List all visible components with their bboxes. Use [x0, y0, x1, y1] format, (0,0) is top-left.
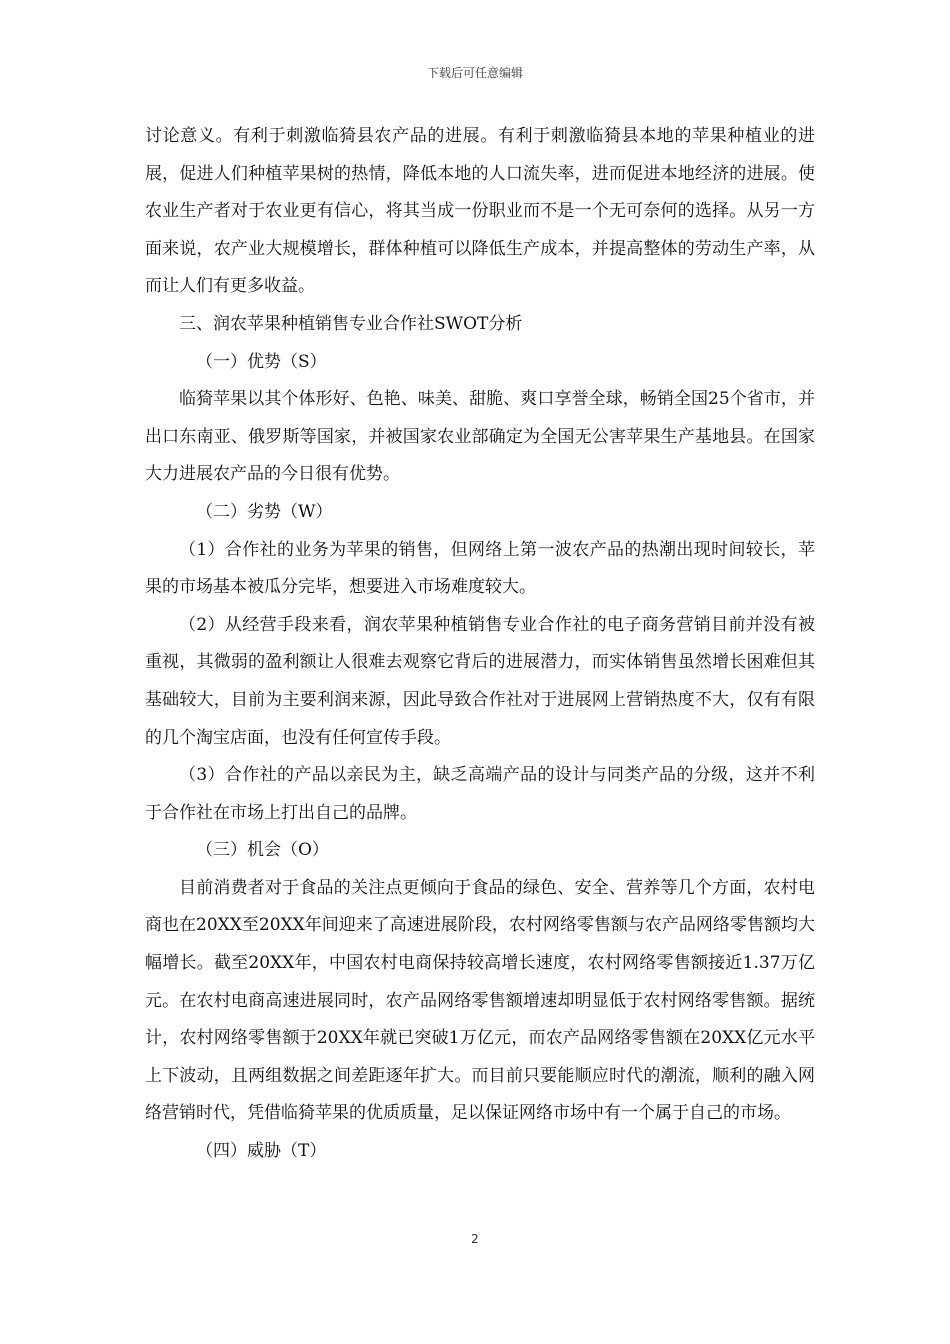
- section-title-swot: 三、润农苹果种植销售专业合作社SWOT分析: [179, 313, 523, 334]
- page-number: 2: [471, 1232, 479, 1246]
- paragraph-opportunities: 目前消费者对于食品的关注点更倾向于食品的绿色、安全、营养等几个方面，农村电商也在20XX至20XX年间迎来了高速进展阶段，农村网络零售额与农产品网络零售额均大幅增长。截至20XX年，中国农村电商保持较高增长速度，农村网络零售额接近1.37万亿元。在农村电商高速进展同时，农产品网络零售额增速却明显低于农村网络零售额。据统计，农村网络零售额于20XX年就已突破1万亿元，而农产品网络零售额在20XX亿元水平上下波动，且两组数据之间差距逐年扩大。而目前只要能顺应时代的潮流，顺利的融入网络营销时代，凭借临猗苹果的优质质量，足以保证网络市场中有一个属于自己的市场。: [145, 877, 815, 1124]
- subheading-strengths: （一）优势（S）: [196, 351, 327, 372]
- page-header: 下载后可任意编辑: [426, 66, 523, 80]
- paragraph-research-significance: 讨论意义。有利于刺激临猗县农产品的进展。有利于刺激临猗县本地的苹果种植业的进展，促进人们种植苹果树的热情，降低本地的人口流失率，进而促进本地经济的进展。使农业生产者对于农业更有信心，将其当成一份职业而不是一个无可奈何的选择。从另一方面来说，农产业大规模增长，群体种植可以降低生产成本，并提高整体的劳动生产率，从而让人们有更多收益。: [145, 126, 815, 297]
- paragraph-weakness-1: （1）合作社的业务为苹果的销售，但网络上第一波农产品的热潮出现时间较长，苹果的市场基本被瓜分完毕，想要进入市场难度较大。: [145, 539, 815, 598]
- subheading-weaknesses: （二）劣势（W）: [196, 501, 333, 522]
- paragraph-strengths: 临猗苹果以其个体形好、色艳、味美、甜脆、爽口享誉全球，畅销全国25个省市，并出口东南亚、俄罗斯等国家，并被国家农业部确定为全国无公害苹果生产基地县。在国家大力进展农产品的今日很有优势。: [145, 389, 815, 485]
- subheading-opportunities: （三）机会（O）: [196, 840, 329, 861]
- paragraph-weakness-2: （2）从经营手段来看，润农苹果种植销售专业合作社的电子商务营销目前并没有被重视，其微弱的盈利额让人很难去观察它背后的进展潜力，而实体销售虽然增长困难但其基础较大，目前为主要利润来源，因此导致合作社对于进展网上营销热度不大，仅有有限的几个淘宝店面，也没有任何宣传手段。: [145, 614, 815, 748]
- paragraph-weakness-3: （3）合作社的产品以亲民为主，缺乏高端产品的设计与同类产品的分级，这并不利于合作社在市场上打出自己的品牌。: [145, 765, 815, 823]
- subheading-threats: （四）威胁（T）: [196, 1141, 327, 1162]
- document-body: [145, 118, 815, 1171]
